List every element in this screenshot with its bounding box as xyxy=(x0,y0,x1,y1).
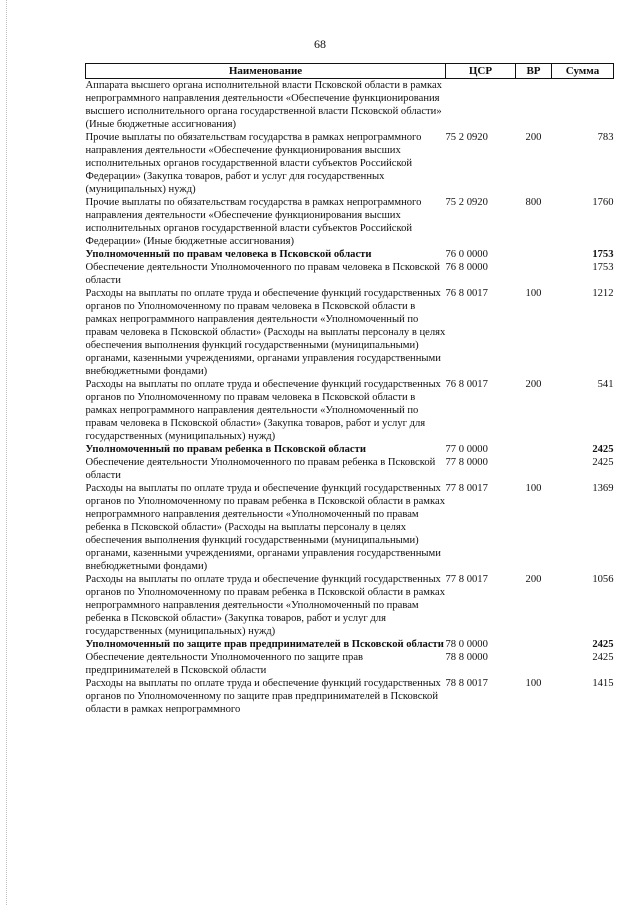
row-vr-cell xyxy=(516,248,552,261)
table-row xyxy=(86,79,614,132)
row-name-cell: Расходы на выплаты по оплате труда и обеспечение функций государственных органов по Уполномоченному по правам человека в Псковской области в рамках непрограммного направления деятельности «Уполномоченный по правам человека в Псковской области» (Расходы на выплаты персоналу в целях обеспечения выполнения функций государственными (муниципальными) органами, казенными учреждениями, органами управления государственными внебюджетными фондами) xyxy=(85,288,446,377)
header-sum: Сумма xyxy=(552,64,614,79)
row-name-cell: Уполномоченный по правам человека в Псковской области xyxy=(85,249,372,260)
page-edge-line xyxy=(6,0,7,905)
row-vr-cell xyxy=(516,651,552,677)
header-name: Наименование xyxy=(86,64,446,79)
table-row xyxy=(86,196,614,248)
row-name-cell: Уполномоченный по защите прав предпринимателей в Псковской области xyxy=(85,639,444,650)
table-row xyxy=(86,248,614,261)
table-row xyxy=(86,443,614,456)
table-row xyxy=(86,456,614,482)
header-vr: ВР xyxy=(516,64,552,79)
row-vr-cell xyxy=(516,79,552,132)
row-vr-cell xyxy=(516,638,552,651)
row-vr-cell: 200 xyxy=(525,379,542,390)
table-body xyxy=(86,79,614,717)
row-vr-cell xyxy=(516,261,552,287)
table-row xyxy=(86,287,614,378)
row-name-cell: Расходы на выплаты по оплате труда и обеспечение функций государственных органов по Уполномоченному по защите прав предпринимателей в Псковской области в рамках непрограммного xyxy=(85,678,441,715)
row-csr-cell: 77 8 0000 xyxy=(445,457,488,468)
row-vr-cell: 200 xyxy=(525,132,542,143)
table-row xyxy=(86,378,614,443)
row-vr-cell: 100 xyxy=(525,483,542,494)
row-csr-cell: 77 8 0017 xyxy=(445,483,488,494)
row-name-cell: Прочие выплаты по обязательствам государства в рамках непрограммного направления деятельности «Обеспечение функционирования высших исполнительных органов государственной власти субъектов Российской Федерации» (Закупка товаров, работ и услуг для государственных (муниципальных) нужд) xyxy=(85,132,422,195)
row-csr-cell: 76 8 0000 xyxy=(445,262,488,273)
row-name-cell: Расходы на выплаты по оплате труда и обеспечение функций государственных органов по Уполномоченному по правам человека в Псковской области в рамках непрограммного направления деятельности «Уполномоченный по правам человека в Псковской области» (Закупка товаров, работ и услуг для государственных (муниципальных) нужд) xyxy=(85,379,441,442)
table-row xyxy=(86,131,614,196)
table-header xyxy=(86,64,614,79)
row-csr-cell: 75 2 0920 xyxy=(445,132,488,143)
row-sum-cell: 1369 xyxy=(592,483,614,494)
row-sum-cell: 1415 xyxy=(592,678,614,689)
row-vr-cell xyxy=(516,443,552,456)
row-name-cell: Уполномоченный по правам ребенка в Псковской области xyxy=(85,444,366,455)
budget-table xyxy=(85,63,614,716)
row-sum-cell: 2425 xyxy=(592,639,614,650)
row-sum-cell: 2425 xyxy=(592,457,614,468)
row-csr-cell: 78 0 0000 xyxy=(445,639,488,650)
row-sum-cell xyxy=(552,79,614,132)
table-row xyxy=(86,573,614,638)
row-name-cell: Обеспечение деятельности Уполномоченного по правам ребенка в Псковской области xyxy=(85,457,436,481)
row-csr-cell: 77 0 0000 xyxy=(445,444,488,455)
row-sum-cell: 1212 xyxy=(592,288,614,299)
row-vr-cell: 100 xyxy=(525,288,542,299)
table-row xyxy=(86,677,614,716)
row-sum-cell: 541 xyxy=(597,379,614,390)
row-csr-cell: 77 8 0017 xyxy=(445,574,488,585)
row-name-cell: Обеспечение деятельности Уполномоченного по правам человека в Псковской области xyxy=(85,262,440,286)
row-csr-cell: 78 8 0017 xyxy=(445,678,488,689)
table-row xyxy=(86,638,614,651)
row-name-cell: Расходы на выплаты по оплате труда и обеспечение функций государственных органов по Уполномоченному по правам ребенка в Псковской области в рамках непрограммного направления деятельности «Уполномоченный по правам ребенка в Псковской области» (Закупка товаров, работ и услуг для государственных (муниципальных) нужд) xyxy=(85,574,445,637)
row-name-cell: Аппарата высшего органа исполнительной власти Псковской области в рамках непрограммного направления деятельности «Обеспечение функционирования высшего исполнительного органа государственной власти Псковской области» (Иные бюджетные ассигнования) xyxy=(85,80,442,130)
row-sum-cell: 1760 xyxy=(592,197,614,208)
row-vr-cell xyxy=(516,456,552,482)
row-vr-cell: 200 xyxy=(525,574,542,585)
table-row xyxy=(86,261,614,287)
row-name-cell: Расходы на выплаты по оплате труда и обеспечение функций государственных органов по Уполномоченному по правам ребенка в Псковской области в рамках непрограммного направления деятельности «Уполномоченный по правам ребенка в Псковской области» (Расходы на выплаты персоналу в целях обеспечения выполнения функций государственными (муниципальными) органами, казенными учреждениями, органами управления государственными внебюджетными фондами) xyxy=(85,483,445,572)
table-row xyxy=(86,482,614,573)
row-sum-cell: 1753 xyxy=(592,249,614,260)
row-csr-cell: 76 0 0000 xyxy=(445,249,488,260)
row-sum-cell: 2425 xyxy=(592,652,614,663)
table-row xyxy=(86,651,614,677)
page-number: 68 xyxy=(314,37,326,51)
row-csr-cell: 76 8 0017 xyxy=(445,379,488,390)
row-csr-cell: 75 2 0920 xyxy=(445,197,488,208)
row-vr-cell: 800 xyxy=(525,197,542,208)
row-sum-cell: 783 xyxy=(597,132,614,143)
row-vr-cell: 100 xyxy=(525,678,542,689)
row-sum-cell: 1056 xyxy=(592,574,614,585)
row-sum-cell: 1753 xyxy=(592,262,614,273)
row-name-cell: Обеспечение деятельности Уполномоченного по защите прав предпринимателей в Псковской области xyxy=(85,652,364,676)
header-csr: ЦСР xyxy=(446,64,516,79)
row-csr-cell: 76 8 0017 xyxy=(445,288,488,299)
row-sum-cell: 2425 xyxy=(592,444,614,455)
row-csr-cell: 78 8 0000 xyxy=(445,652,488,663)
row-csr-cell xyxy=(446,79,516,132)
row-name-cell: Прочие выплаты по обязательствам государства в рамках непрограммного направления деятельности «Обеспечение функционирования высших исполнительных органов государственной власти субъектов Российской Федерации» (Иные бюджетные ассигнования) xyxy=(85,197,422,247)
